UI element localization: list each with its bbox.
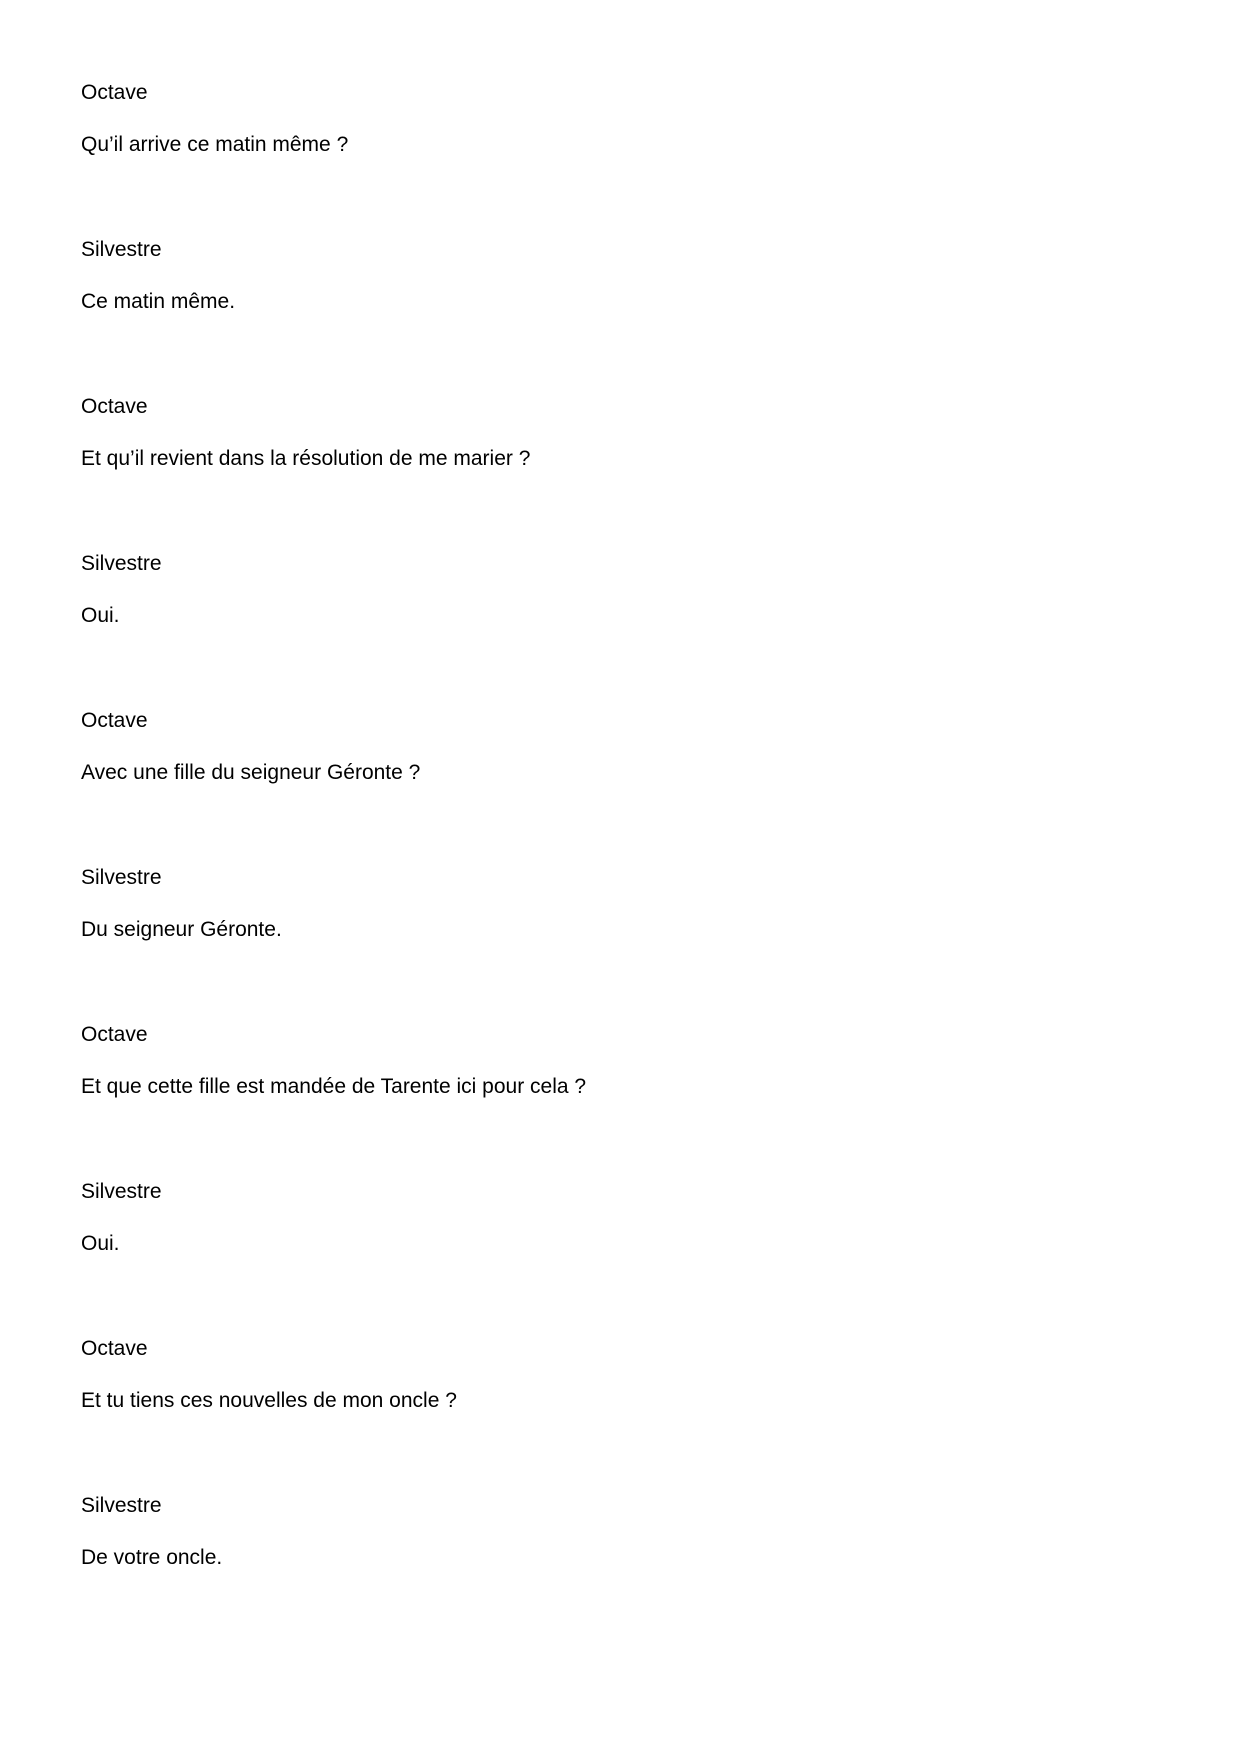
dialogue (81, 80, 1161, 1650)
spoken-line: Ce matin même. (81, 290, 236, 313)
speaker-name: Silvestre (81, 1494, 162, 1517)
speaker-name: Silvestre (81, 1180, 162, 1203)
spoken-line: Et qu’il revient dans la résolution de me marier ? (81, 447, 531, 470)
spoken-line: Et tu tiens ces nouvelles de mon oncle ? (81, 1389, 457, 1412)
speaker-name: Octave (81, 81, 148, 104)
speaker-name: Octave (81, 1337, 148, 1360)
dialogue-exchange (81, 1493, 1161, 1650)
speaker-name: Octave (81, 1023, 148, 1046)
speaker-name: Octave (81, 395, 148, 418)
speaker-name: Silvestre (81, 866, 162, 889)
spoken-line: Oui. (81, 604, 120, 627)
dialogue-exchange (81, 237, 1161, 394)
spoken-line: Oui. (81, 1232, 120, 1255)
spoken-line: Et que cette fille est mandée de Tarente ici pour cela ? (81, 1075, 587, 1098)
spoken-line: Qu’il arrive ce matin même ? (81, 133, 349, 156)
dialogue-exchange (81, 865, 1161, 1022)
speaker-name: Silvestre (81, 552, 162, 575)
spoken-line: De votre oncle. (81, 1546, 223, 1569)
spoken-line: Avec une fille du seigneur Géronte ? (81, 761, 421, 784)
dialogue-exchange (81, 80, 1161, 237)
spoken-line: Du seigneur Géronte. (81, 918, 282, 941)
dialogue-exchange (81, 551, 1161, 708)
speaker-name: Octave (81, 709, 148, 732)
dialogue-exchange (81, 1179, 1161, 1336)
speaker-name: Silvestre (81, 238, 162, 261)
dialogue-exchange (81, 1022, 1161, 1179)
dialogue-exchange (81, 1336, 1161, 1493)
dialogue-exchange (81, 708, 1161, 865)
dialogue-exchange (81, 394, 1161, 551)
